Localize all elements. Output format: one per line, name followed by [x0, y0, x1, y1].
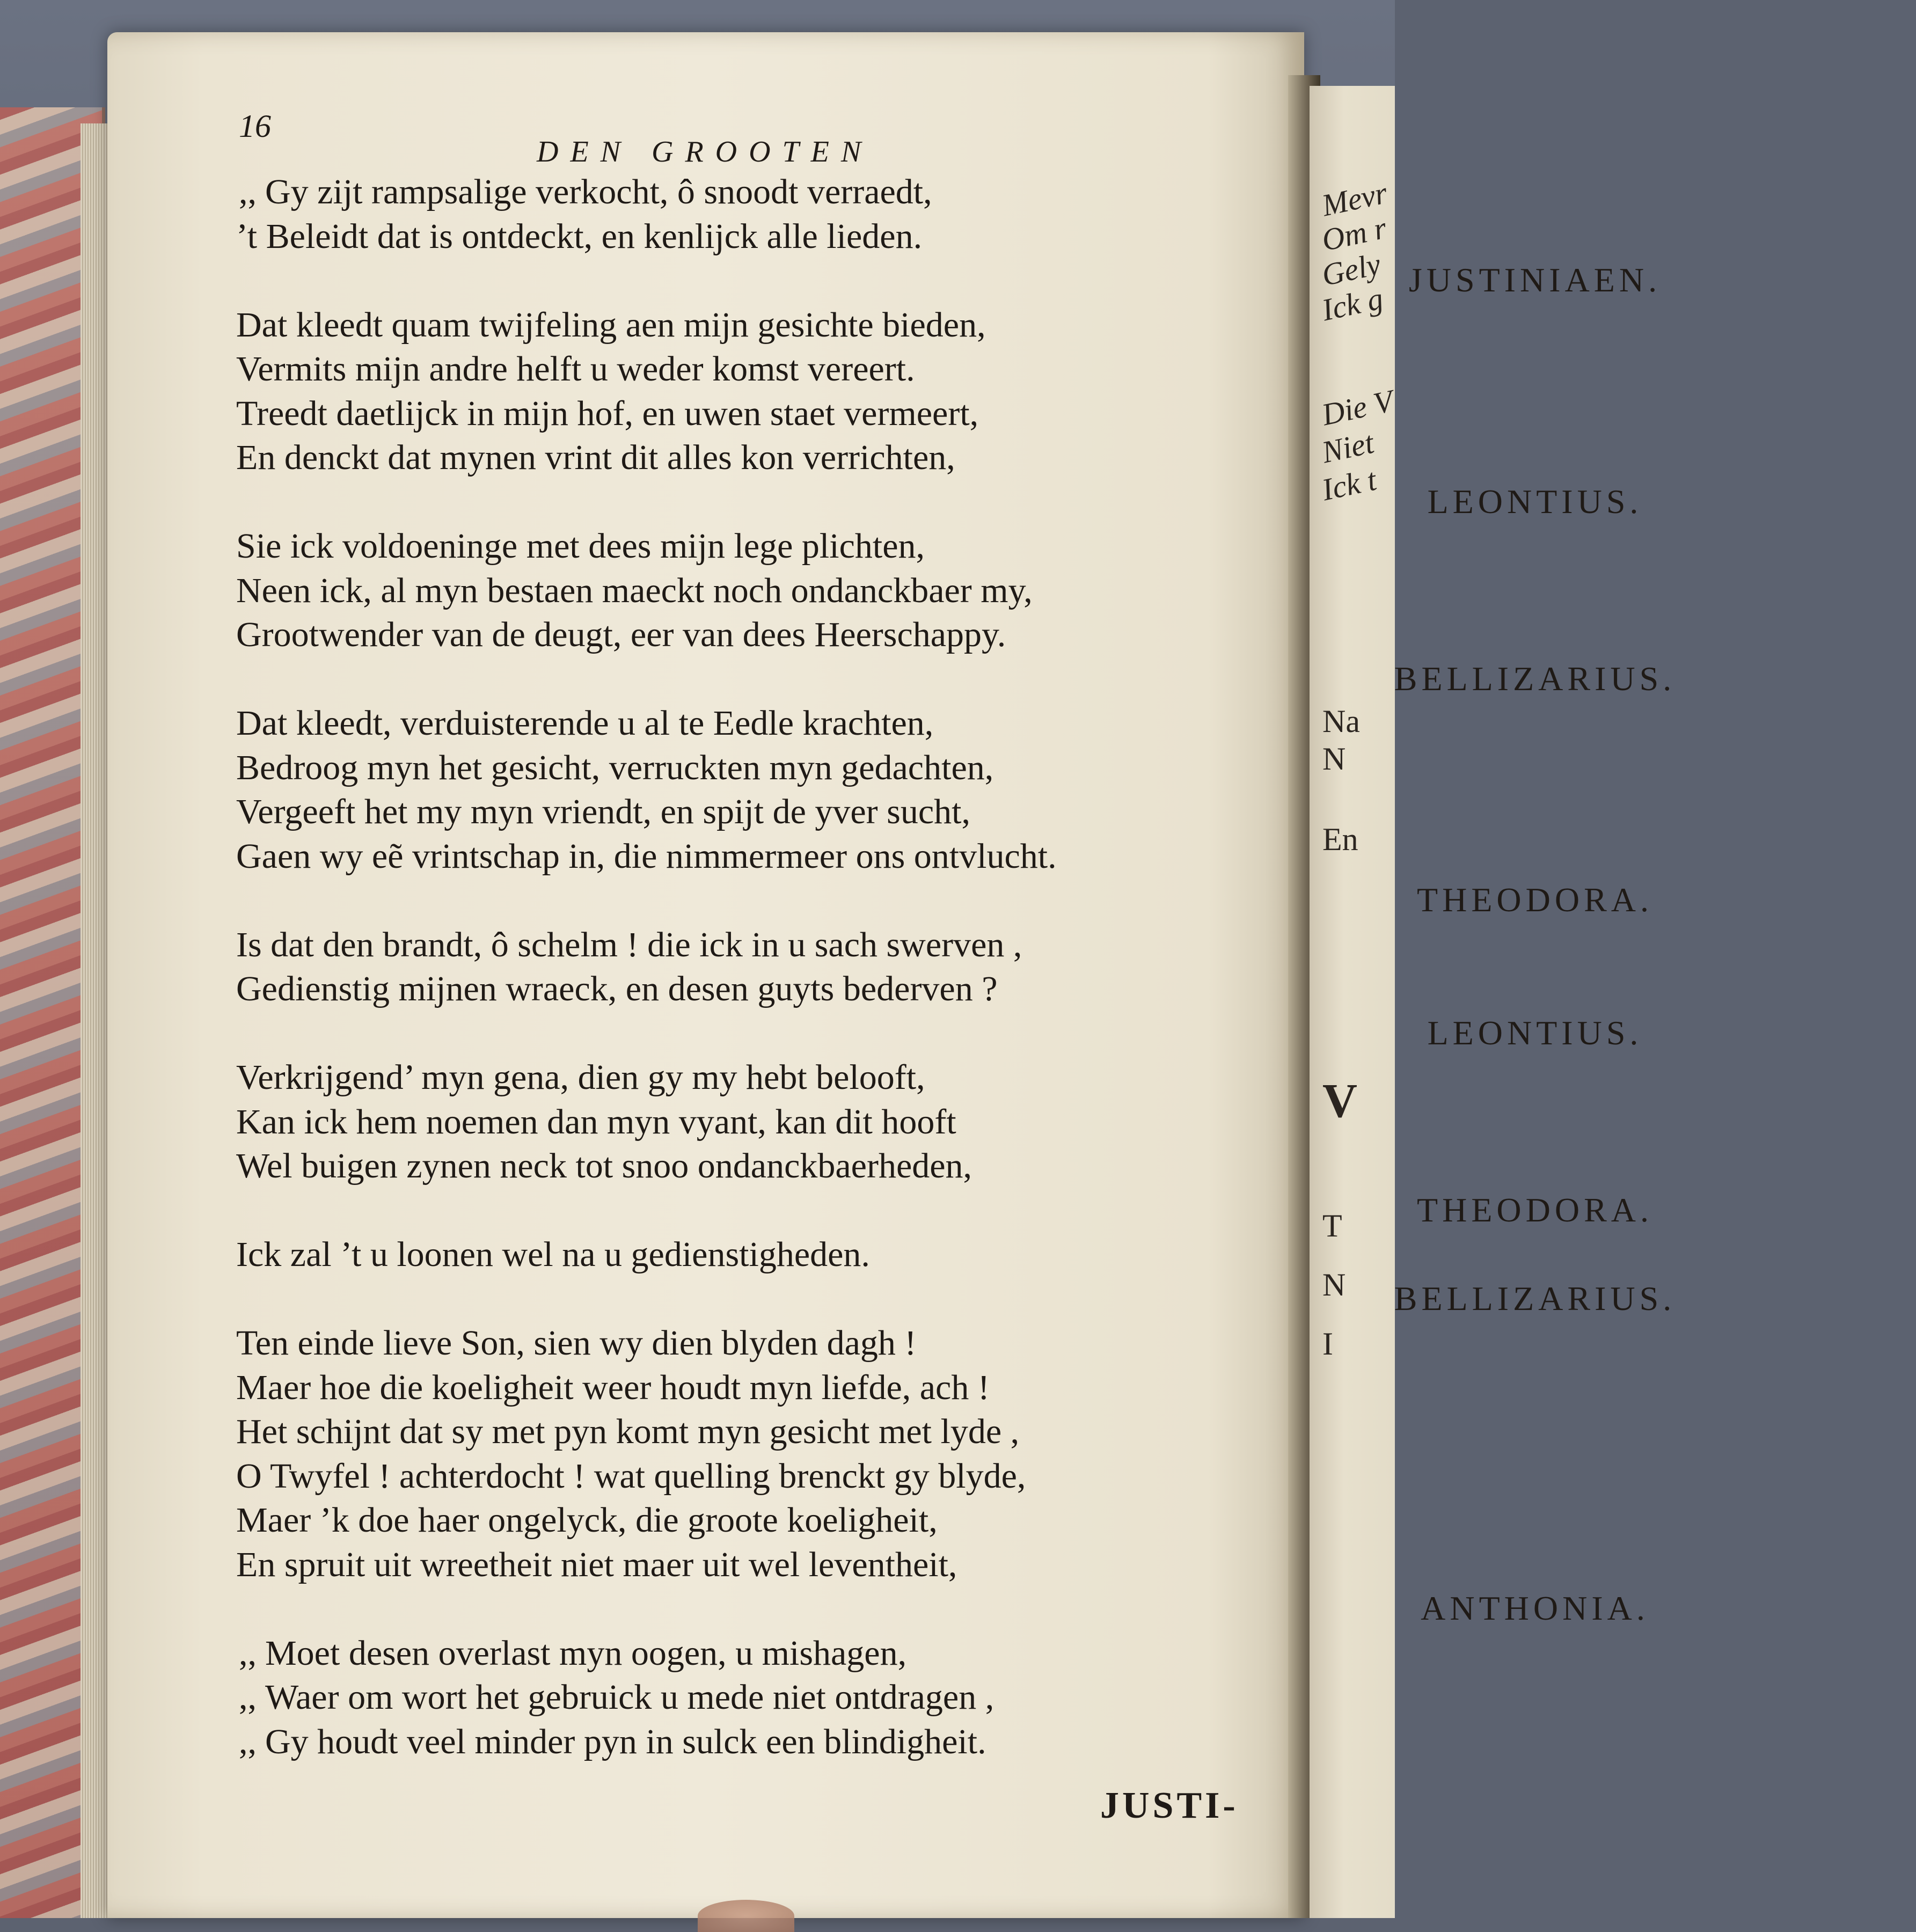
- verse-text: Gy zijt rampsalige verkocht, ô snoodt verraedt,: [265, 172, 932, 211]
- verse-line: [236, 1148, 972, 1184]
- facing-fragment: N: [1322, 741, 1346, 777]
- speaker-heading: [1154, 883, 1916, 917]
- verse-text: Bedroog myn het gesicht, verruckten myn gedachten,: [236, 748, 994, 787]
- verse-line: [236, 440, 955, 475]
- verse-line: [236, 750, 993, 786]
- verse-line: [236, 836, 1057, 876]
- verse-text: Sie ick voldoeninge met dees mijn lege plichten,: [236, 526, 925, 566]
- facing-fragment: I: [1322, 1326, 1333, 1362]
- verse-line: [236, 971, 998, 1007]
- catchword: JUSTI-: [1100, 1785, 1239, 1826]
- verse-text: Treedt daetlijck in mijn hof, en uwen staet vermeert,: [236, 393, 979, 433]
- verse-line: [236, 1547, 957, 1583]
- verse-text: Verkrijgend’ myn gena, dien gy my hebt belooft,: [236, 1058, 925, 1097]
- verse-line: [239, 1633, 907, 1673]
- speaker-name: LEONTIUS.: [1427, 482, 1643, 521]
- verse-text: Moet desen overlast myn oogen, u mishagen,: [265, 1633, 907, 1673]
- verse-line: [236, 216, 923, 256]
- speaker-name: LEONTIUS.: [1427, 1013, 1643, 1052]
- facing-fragment: Gely: [1319, 246, 1384, 293]
- verse-text: Ick zal ’t u loonen wel na u gedienstigheden.: [236, 1235, 870, 1274]
- verse-line: [236, 349, 915, 389]
- verse-line: [236, 706, 933, 741]
- verse-text: Ten einde lieve Son, sien wy dien blyden dagh !: [236, 1323, 917, 1363]
- speaker-heading: [1154, 1013, 1916, 1052]
- quote-mark: ,,: [239, 1633, 257, 1673]
- quote-mark: ,,: [239, 1678, 257, 1717]
- speaker-heading: [1154, 482, 1916, 521]
- verse-line: [239, 1680, 994, 1715]
- running-head: DEN GROOTEN: [537, 135, 873, 169]
- speaker-heading: [1154, 263, 1916, 297]
- verse-text: Grootwender van de deugt, eer van dees Heerschappy.: [236, 615, 1006, 654]
- facing-fragment: Die V: [1319, 383, 1396, 433]
- verse-text: Neen ick, al myn bestaen maeckt noch ondanckbaer my,: [236, 570, 1033, 610]
- facing-fragment: Ick g: [1319, 280, 1386, 328]
- verse-text: Maer hoe die koeligheit weer houdt myn liefde, ach !: [236, 1367, 990, 1407]
- facing-fragment: Om r: [1319, 210, 1390, 258]
- verse-line: [236, 1414, 1019, 1450]
- page-number: 16: [239, 108, 271, 144]
- verse-text: En denckt dat mynen vrint dit alles kon verrichten,: [236, 438, 955, 477]
- speaker-name: THEODORA.: [1417, 881, 1653, 919]
- verse-text: Het schijnt dat sy met pyn komt myn gesicht met lyde ,: [236, 1412, 1020, 1451]
- quote-mark: ,,: [239, 1722, 257, 1761]
- verse-text: Dat kleedt, verduisterende u al te Eedle krachten,: [236, 704, 934, 743]
- verse-line: [236, 617, 1006, 653]
- verse-line: [236, 1503, 938, 1538]
- facing-fragment: V: [1322, 1074, 1357, 1128]
- verse-text: ’t Beleidt dat is ontdeckt, en kenlijck alle lieden.: [236, 216, 923, 256]
- speaker-heading: [1154, 659, 1916, 698]
- verse-text: Waer om wort het gebruick u mede niet ontdragen ,: [265, 1678, 994, 1717]
- facing-fragment: T: [1322, 1208, 1342, 1243]
- verse-line: [236, 393, 979, 433]
- speaker-name: BELLIZARIUS.: [1394, 659, 1676, 698]
- verse-line: [236, 1456, 1026, 1496]
- verse-text: Kan ick hem noemen dan myn vyant, kan dit hooft: [236, 1102, 956, 1141]
- verse-line: [236, 1104, 956, 1140]
- verse-text: Vergeeft het my myn vriendt, en spijt de yver sucht,: [236, 792, 970, 831]
- verse-text: O Twyfel ! achterdocht ! wat quelling brenckt gy blyde,: [236, 1456, 1026, 1496]
- verse-line: [236, 526, 925, 566]
- verse-line: [239, 174, 932, 210]
- facing-fragment: Ick t: [1319, 462, 1379, 508]
- verse-line: [236, 570, 1033, 610]
- verse-line: [236, 1237, 870, 1272]
- speaker-heading: [1154, 1190, 1916, 1229]
- thumb: [698, 1900, 794, 1932]
- verse-text: Is dat den brandt, ô schelm ! die ick in u sach swerven ,: [236, 925, 1022, 964]
- verse-line: [236, 1323, 917, 1363]
- speaker-name: BELLIZARIUS.: [1394, 1279, 1676, 1318]
- facing-fragment: Mevr: [1319, 175, 1391, 223]
- facing-fragment: Niet: [1319, 425, 1377, 470]
- verse-text: En spruit uit wreetheit niet maer uit wel leventheit,: [236, 1545, 957, 1584]
- verse-text: Vermits mijn andre helft u weder komst vereert.: [236, 349, 915, 389]
- quote-mark: ,,: [239, 172, 257, 211]
- verse-line: [236, 305, 986, 345]
- verse-text: Gy houdt veel minder pyn in sulck een blindigheit.: [265, 1722, 986, 1761]
- facing-fragment: N: [1322, 1267, 1346, 1302]
- verse-text: Gedienstig mijnen wraeck, en desen guyts bederven ?: [236, 969, 998, 1008]
- speaker-name: JUSTINIAEN.: [1408, 261, 1662, 299]
- verse-line: [236, 927, 1022, 963]
- facing-fragment: Na: [1322, 704, 1360, 739]
- verse-line: [239, 1724, 986, 1760]
- verse-line: [236, 794, 970, 830]
- verse-text: Dat kleedt quam twijfeling aen mijn gesichte bieden,: [236, 305, 986, 345]
- verse-text: Wel buigen zynen neck tot snoo ondanckbaerheden,: [236, 1146, 972, 1185]
- verse-text: Maer ’k doe haer ongelyck, die groote koeligheit,: [236, 1501, 938, 1540]
- facing-fragment: En: [1322, 822, 1358, 857]
- speaker-name: ANTHONIA.: [1421, 1589, 1649, 1627]
- speaker-name: THEODORA.: [1417, 1190, 1653, 1229]
- speaker-heading: [1154, 1279, 1916, 1318]
- speaker-heading: [1154, 1591, 1916, 1626]
- verse-text: Gaen wy eẽ vrintschap in, die nimmermeer ons ontvlucht.: [236, 836, 1057, 876]
- verse-line: [236, 1367, 990, 1407]
- verse-line: [236, 1060, 925, 1095]
- facing-page: [1310, 86, 1395, 1918]
